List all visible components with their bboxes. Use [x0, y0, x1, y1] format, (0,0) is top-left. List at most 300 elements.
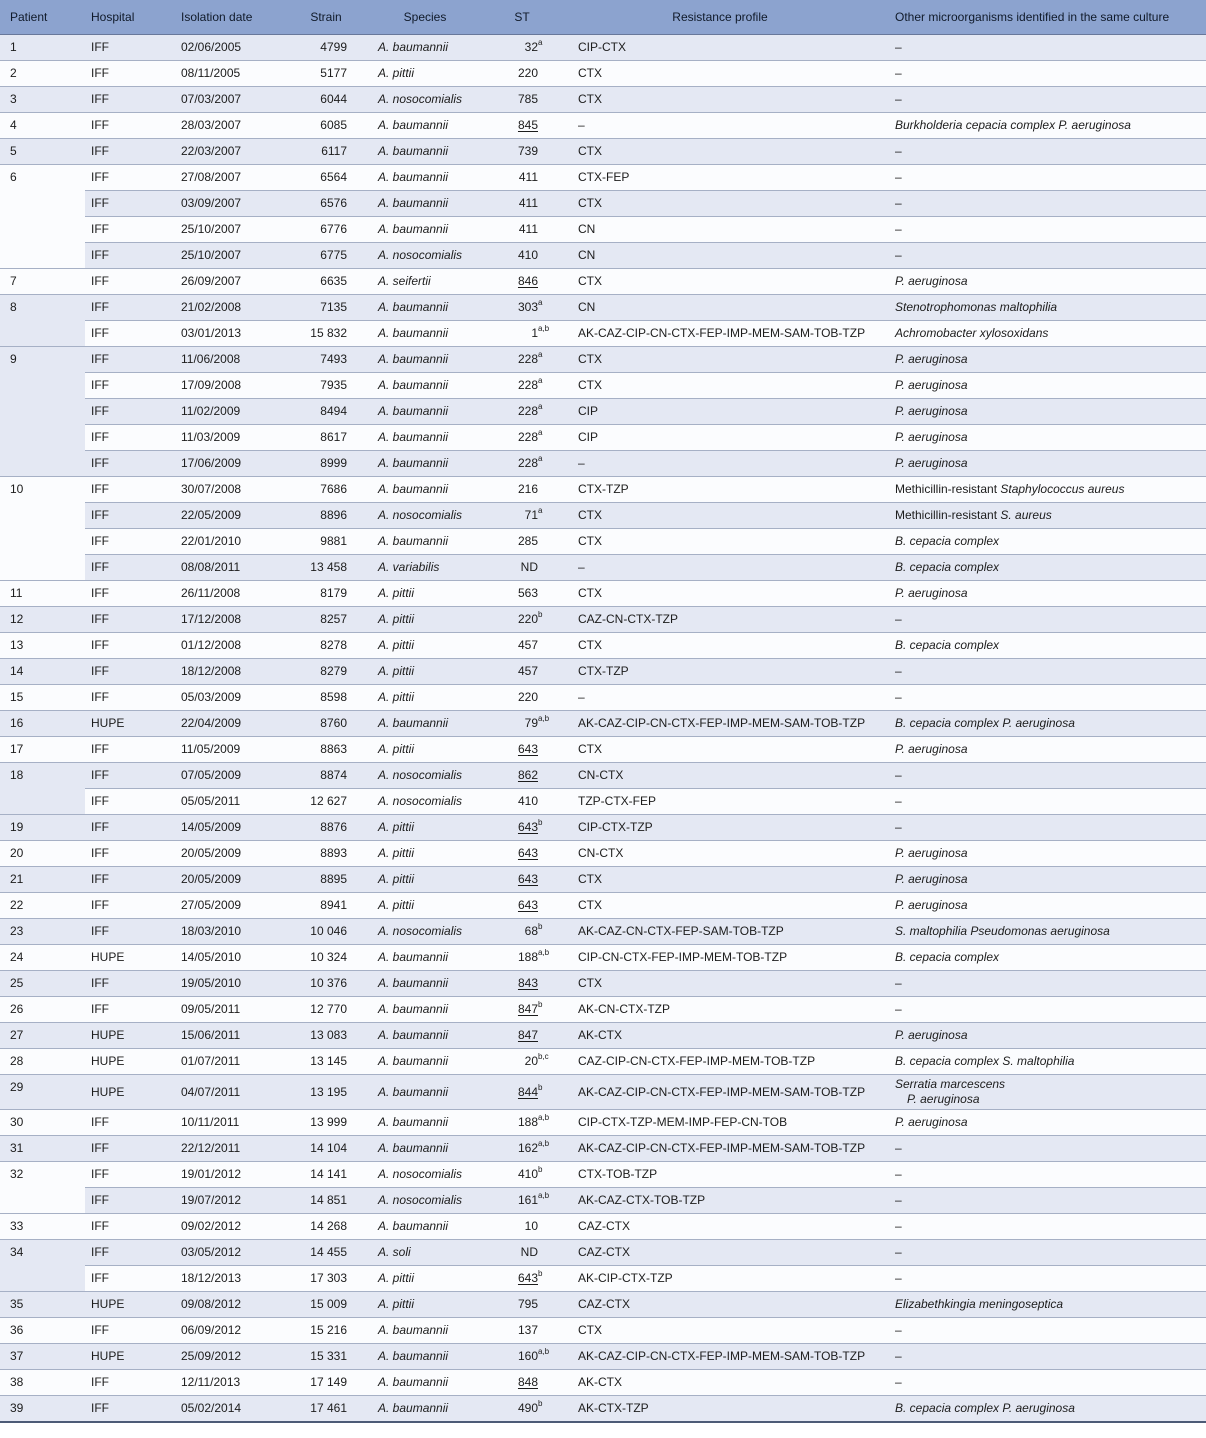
- patient-cell: 11: [0, 581, 85, 607]
- st-value: 162: [517, 1141, 538, 1155]
- resistance-profile-cell: CTX: [551, 269, 889, 295]
- st-cell: [493, 87, 551, 113]
- hospital-cell: IFF: [85, 919, 175, 945]
- species-cell: [357, 1266, 493, 1292]
- hospital-cell: IFF: [85, 1396, 175, 1422]
- isolation-date-cell: 11/06/2008: [175, 347, 295, 373]
- species-cell: [357, 451, 493, 477]
- st-value: 32: [524, 40, 538, 54]
- other-organism-name: Staphylococcus aureus: [1000, 482, 1125, 496]
- hospital-cell: IFF: [85, 373, 175, 399]
- species-name: A. seifertii: [378, 274, 431, 288]
- other-organism-name: B. cepacia complex P. aeruginosa: [895, 1400, 1075, 1415]
- strain-cell: 8896: [295, 503, 357, 529]
- species-cell: [357, 633, 493, 659]
- species-name: A. baumannii: [378, 352, 449, 366]
- table-row: [0, 113, 1206, 139]
- strain-cell: 13 145: [295, 1049, 357, 1075]
- patient-cell: 34: [0, 1240, 85, 1292]
- resistance-profile-cell: CTX-FEP: [551, 165, 889, 191]
- strain-cell: 6635: [295, 269, 357, 295]
- st-cell: [493, 893, 551, 919]
- species-name: A. baumannii: [378, 326, 449, 340]
- other-organism-name: P. aeruginosa: [895, 1115, 968, 1129]
- st-value: 643: [517, 820, 538, 834]
- st-cell: [493, 347, 551, 373]
- species-cell: [357, 217, 493, 243]
- st-superscript: a: [538, 402, 543, 411]
- patient-cell: 2: [0, 61, 85, 87]
- other-organism-name: P. aeruginosa: [895, 742, 968, 756]
- species-name: A. nosocomialis: [378, 508, 463, 522]
- st-cell: [493, 1110, 551, 1136]
- st-value: 457: [517, 638, 538, 652]
- strain-cell: 8893: [295, 841, 357, 867]
- hospital-cell: IFF: [85, 451, 175, 477]
- st-value: 137: [517, 1323, 538, 1337]
- hospital-cell: HUPE: [85, 1292, 175, 1318]
- other-microorganisms-cell: [889, 321, 1206, 347]
- other-microorganisms-cell: [889, 711, 1206, 737]
- patient-cell: 22: [0, 893, 85, 919]
- isolation-date-cell: 08/08/2011: [175, 555, 295, 581]
- st-value: 410: [517, 248, 538, 262]
- resistance-profile-cell: AK-CTX: [551, 1370, 889, 1396]
- patient-cell: 31: [0, 1136, 85, 1162]
- hospital-cell: IFF: [85, 295, 175, 321]
- st-value: ND: [520, 1245, 538, 1259]
- strain-cell: 6044: [295, 87, 357, 113]
- other-organism-name: P. aeruginosa: [895, 274, 968, 288]
- species-name: A. pittii: [378, 66, 415, 80]
- species-name: A. baumannii: [378, 300, 449, 314]
- hospital-cell: IFF: [85, 1136, 175, 1162]
- species-name: A. baumannii: [378, 1141, 449, 1155]
- species-cell: [357, 87, 493, 113]
- isolation-date-cell: 20/05/2009: [175, 867, 295, 893]
- species-cell: [357, 815, 493, 841]
- st-value: 643: [517, 898, 538, 912]
- other-microorganisms-cell: [889, 1110, 1206, 1136]
- species-cell: [357, 113, 493, 139]
- other-microorganisms-cell: –: [889, 1162, 1206, 1188]
- species-name: A. nosocomialis: [378, 1167, 463, 1181]
- other-microorganisms-cell: –: [889, 1240, 1206, 1266]
- species-cell: [357, 919, 493, 945]
- species-cell: [357, 1188, 493, 1214]
- st-value: 20: [524, 1054, 538, 1068]
- species-name: A. baumannii: [378, 976, 449, 990]
- st-value: 71: [524, 508, 538, 522]
- species-cell: [357, 1292, 493, 1318]
- hospital-cell: IFF: [85, 1214, 175, 1240]
- species-name: A. pittii: [378, 664, 415, 678]
- patient-cell: 4: [0, 113, 85, 139]
- hospital-cell: HUPE: [85, 1049, 175, 1075]
- species-cell: [357, 1214, 493, 1240]
- species-cell: [357, 1318, 493, 1344]
- patient-cell: 15: [0, 685, 85, 711]
- species-name: A. pittii: [378, 898, 415, 912]
- other-organism-name: B. cepacia complex: [895, 560, 1000, 574]
- table-row: [0, 1318, 1206, 1344]
- strain-cell: 8179: [295, 581, 357, 607]
- patient-cell: 39: [0, 1396, 85, 1422]
- other-organism-name: B. cepacia complex S. maltophilia: [895, 1054, 1075, 1068]
- strain-cell: 6564: [295, 165, 357, 191]
- patient-cell: 26: [0, 997, 85, 1023]
- isolation-date-cell: 22/04/2009: [175, 711, 295, 737]
- other-microorganisms-cell: –: [889, 35, 1206, 61]
- other-organism-name: P. aeruginosa: [895, 872, 968, 886]
- resistance-profile-cell: CIP: [551, 399, 889, 425]
- st-superscript: b,c: [538, 1052, 549, 1061]
- species-name: A. baumannii: [378, 222, 449, 236]
- table-row: [0, 61, 1206, 87]
- st-value: 643: [517, 1271, 538, 1285]
- hospital-cell: IFF: [85, 113, 175, 139]
- species-cell: [357, 295, 493, 321]
- species-name: A. baumannii: [378, 1084, 449, 1099]
- strain-cell: 15 009: [295, 1292, 357, 1318]
- st-value: 411: [518, 170, 538, 184]
- species-cell: [357, 347, 493, 373]
- hospital-cell: IFF: [85, 1318, 175, 1344]
- strain-cell: 10 046: [295, 919, 357, 945]
- hospital-cell: IFF: [85, 503, 175, 529]
- other-microorganisms-cell: [889, 737, 1206, 763]
- other-microorganisms-cell: [889, 503, 1206, 529]
- other-microorganisms-cell: [889, 399, 1206, 425]
- strain-cell: 8876: [295, 815, 357, 841]
- resistance-profile-cell: AK-CAZ-CIP-CN-CTX-FEP-IMP-MEM-SAM-TOB-TZP: [551, 1136, 889, 1162]
- st-cell: [493, 425, 551, 451]
- other-microorganisms-cell: [889, 919, 1206, 945]
- st-superscript: a,b: [538, 1347, 550, 1356]
- isolation-date-cell: 25/09/2012: [175, 1344, 295, 1370]
- st-value: 188: [517, 1115, 538, 1129]
- strain-cell: 8278: [295, 633, 357, 659]
- resistance-profile-cell: CTX: [551, 87, 889, 113]
- st-superscript: a,b: [538, 1191, 550, 1200]
- patient-cell: 36: [0, 1318, 85, 1344]
- isolation-date-cell: 05/02/2014: [175, 1396, 295, 1422]
- table-row: [0, 815, 1206, 841]
- strain-cell: 14 851: [295, 1188, 357, 1214]
- other-microorganisms-cell: [889, 1292, 1206, 1318]
- table-row: [0, 1110, 1206, 1136]
- hospital-cell: IFF: [85, 555, 175, 581]
- table-row: [0, 581, 1206, 607]
- st-superscript: a: [538, 428, 543, 437]
- st-value: 410: [517, 1167, 538, 1181]
- other-prefix: Methicillin-resistant: [895, 482, 1001, 496]
- other-organism-name: Serratia marcescens: [895, 1077, 1006, 1091]
- table-row: [0, 997, 1206, 1023]
- resistance-profile-cell: CIP-CTX: [551, 35, 889, 61]
- hospital-cell: IFF: [85, 607, 175, 633]
- other-microorganisms-cell: –: [889, 607, 1206, 633]
- species-name: A. baumannii: [378, 378, 449, 392]
- st-cell: [493, 451, 551, 477]
- species-cell: [357, 321, 493, 347]
- isolation-date-cell: 03/09/2007: [175, 191, 295, 217]
- species-cell: [357, 503, 493, 529]
- st-superscript: a,b: [538, 714, 550, 723]
- species-cell: [357, 711, 493, 737]
- other-microorganisms-cell: –: [889, 243, 1206, 269]
- resistance-profile-cell: CTX: [551, 1318, 889, 1344]
- column-header-other: Other microorganisms identified in the same culture: [889, 0, 1206, 35]
- species-cell: [357, 425, 493, 451]
- st-superscript: a: [538, 350, 543, 359]
- resistance-profile-cell: AK-CIP-CTX-TZP: [551, 1266, 889, 1292]
- isolation-date-cell: 11/03/2009: [175, 425, 295, 451]
- hospital-cell: IFF: [85, 763, 175, 789]
- table-row: [0, 165, 1206, 191]
- species-cell: [357, 763, 493, 789]
- patient-cell: 28: [0, 1049, 85, 1075]
- other-microorganisms-cell: –: [889, 1318, 1206, 1344]
- resistance-profile-cell: AK-CAZ-CN-CTX-FEP-SAM-TOB-TZP: [551, 919, 889, 945]
- strain-cell: 8494: [295, 399, 357, 425]
- st-value: 410: [517, 794, 538, 808]
- st-value: 563: [517, 586, 538, 600]
- column-header-date: Isolation date: [175, 0, 295, 35]
- isolation-date-cell: 10/11/2011: [175, 1110, 295, 1136]
- st-superscript: a: [538, 298, 543, 307]
- st-value: 10: [524, 1219, 538, 1233]
- other-microorganisms-cell: –: [889, 1344, 1206, 1370]
- st-value: 220: [517, 690, 538, 704]
- hospital-cell: IFF: [85, 1240, 175, 1266]
- strain-cell: 7935: [295, 373, 357, 399]
- table-row: [0, 295, 1206, 321]
- hospital-cell: IFF: [85, 243, 175, 269]
- resistance-profile-cell: –: [551, 685, 889, 711]
- hospital-cell: IFF: [85, 1266, 175, 1292]
- species-name: A. baumannii: [378, 144, 449, 158]
- resistance-profile-cell: CTX: [551, 737, 889, 763]
- species-name: A. baumannii: [378, 1349, 449, 1363]
- species-name: A. baumannii: [378, 1375, 449, 1389]
- strain-cell: 7493: [295, 347, 357, 373]
- resistance-profile-cell: CTX-TZP: [551, 477, 889, 503]
- patient-cell: 6: [0, 165, 85, 269]
- resistance-profile-cell: CN: [551, 243, 889, 269]
- strain-cell: 5177: [295, 61, 357, 87]
- table-row: [0, 191, 1206, 217]
- isolation-date-cell: 07/03/2007: [175, 87, 295, 113]
- other-organism-name: P. aeruginosa: [895, 430, 968, 444]
- other-microorganisms-cell: [889, 867, 1206, 893]
- patient-cell: 35: [0, 1292, 85, 1318]
- hospital-cell: IFF: [85, 633, 175, 659]
- strain-cell: 8617: [295, 425, 357, 451]
- other-microorganisms-cell: [889, 945, 1206, 971]
- other-microorganisms-cell: [889, 347, 1206, 373]
- other-microorganisms-cell: [889, 373, 1206, 399]
- st-value: 411: [518, 196, 538, 210]
- species-name: A. soli: [378, 1245, 411, 1259]
- species-name: A. baumannii: [378, 1219, 449, 1233]
- isolation-date-cell: 19/07/2012: [175, 1188, 295, 1214]
- other-microorganisms-cell: –: [889, 659, 1206, 685]
- column-header-resistance: Resistance profile: [551, 0, 889, 35]
- st-superscript: b: [538, 818, 543, 827]
- strain-cell: 8895: [295, 867, 357, 893]
- patient-cell: 13: [0, 633, 85, 659]
- strain-cell: 10 324: [295, 945, 357, 971]
- other-microorganisms-cell: [889, 529, 1206, 555]
- other-organism-name: P. aeruginosa: [895, 846, 968, 860]
- other-microorganisms-cell: [889, 1075, 1206, 1110]
- patient-cell: 16: [0, 711, 85, 737]
- resistance-profile-cell: CTX: [551, 893, 889, 919]
- hospital-cell: IFF: [85, 581, 175, 607]
- isolation-date-cell: 21/02/2008: [175, 295, 295, 321]
- table-row: [0, 919, 1206, 945]
- patient-cell: 32: [0, 1162, 85, 1214]
- other-organism-name: B. cepacia complex P. aeruginosa: [895, 716, 1075, 730]
- table-row: [0, 1292, 1206, 1318]
- hospital-cell: IFF: [85, 165, 175, 191]
- st-value: 847: [517, 1028, 538, 1042]
- strain-cell: 6117: [295, 139, 357, 165]
- table-row: [0, 1214, 1206, 1240]
- patient-cell: 30: [0, 1110, 85, 1136]
- strain-cell: 8279: [295, 659, 357, 685]
- strain-cell: 17 303: [295, 1266, 357, 1292]
- column-header-hospital: Hospital: [85, 0, 175, 35]
- st-value: 846: [517, 274, 538, 288]
- patient-cell: 14: [0, 659, 85, 685]
- patient-cell: 3: [0, 87, 85, 113]
- isolation-date-cell: 28/03/2007: [175, 113, 295, 139]
- resistance-profile-cell: AK-CAZ-CIP-CN-CTX-FEP-IMP-MEM-SAM-TOB-TZP: [551, 1344, 889, 1370]
- resistance-profile-cell: AK-CN-CTX-TZP: [551, 997, 889, 1023]
- other-microorganisms-cell: [889, 555, 1206, 581]
- isolation-date-cell: 15/06/2011: [175, 1023, 295, 1049]
- isolation-date-cell: 22/05/2009: [175, 503, 295, 529]
- st-cell: [493, 1162, 551, 1188]
- other-microorganisms-cell: [889, 841, 1206, 867]
- resistance-profile-cell: AK-CTX-TZP: [551, 1396, 889, 1422]
- st-superscript: a: [538, 454, 543, 463]
- other-organism-name: B. cepacia complex: [895, 534, 1000, 548]
- species-cell: [357, 893, 493, 919]
- species-cell: [357, 945, 493, 971]
- table-row: [0, 35, 1206, 61]
- strain-cell: 7135: [295, 295, 357, 321]
- resistance-profile-cell: AK-CTX: [551, 1023, 889, 1049]
- other-organism-name: P. aeruginosa: [895, 404, 968, 418]
- isolation-date-cell: 25/10/2007: [175, 217, 295, 243]
- resistance-profile-cell: CTX: [551, 139, 889, 165]
- strain-cell: 8874: [295, 763, 357, 789]
- isolation-date-cell: 08/11/2005: [175, 61, 295, 87]
- species-name: A. baumannii: [378, 950, 449, 964]
- hospital-cell: IFF: [85, 1110, 175, 1136]
- resistance-profile-cell: CTX: [551, 503, 889, 529]
- resistance-profile-cell: CTX: [551, 191, 889, 217]
- st-value: 862: [517, 768, 538, 782]
- resistance-profile-cell: CTX: [551, 581, 889, 607]
- species-name: A. baumannii: [378, 1002, 449, 1016]
- strain-cell: 9881: [295, 529, 357, 555]
- isolation-date-cell: 07/05/2009: [175, 763, 295, 789]
- column-header-patient: Patient: [0, 0, 85, 35]
- st-value: 843: [517, 976, 538, 990]
- st-value: 161: [517, 1193, 538, 1207]
- st-superscript: a: [538, 376, 543, 385]
- strain-cell: 12 627: [295, 789, 357, 815]
- other-microorganisms-cell: –: [889, 191, 1206, 217]
- st-value: 303: [517, 300, 538, 314]
- table-row: [0, 1344, 1206, 1370]
- species-name: A. baumannii: [378, 1028, 449, 1042]
- table-row: [0, 529, 1206, 555]
- strain-cell: 12 770: [295, 997, 357, 1023]
- other-organism-name: Burkholderia cepacia complex P. aeruginosa: [895, 118, 1131, 132]
- other-organism-name: P. aeruginosa: [895, 456, 968, 470]
- strain-cell: 6576: [295, 191, 357, 217]
- species-cell: [357, 1396, 493, 1422]
- other-organism-name: S. aureus: [1000, 508, 1052, 522]
- st-value: 845: [517, 118, 538, 132]
- patient-cell: 20: [0, 841, 85, 867]
- species-name: A. pittii: [378, 1297, 415, 1311]
- hospital-cell: IFF: [85, 425, 175, 451]
- st-cell: [493, 1214, 551, 1240]
- st-superscript: b: [538, 1165, 543, 1174]
- table-row: [0, 1396, 1206, 1422]
- other-microorganisms-cell: [889, 893, 1206, 919]
- st-cell: [493, 581, 551, 607]
- st-value: 188: [517, 950, 538, 964]
- st-value: 785: [517, 92, 538, 106]
- patient-cell: 12: [0, 607, 85, 633]
- table-row: [0, 1266, 1206, 1292]
- other-organism-name: B. cepacia complex: [895, 638, 1000, 652]
- hospital-cell: IFF: [85, 477, 175, 503]
- species-name: A. baumannii: [378, 1400, 449, 1415]
- species-name: A. baumannii: [378, 1054, 449, 1068]
- other-organism-name-line2: P. aeruginosa: [907, 1092, 980, 1106]
- patient-cell: 33: [0, 1214, 85, 1240]
- table-row: [0, 1049, 1206, 1075]
- table-row: [0, 1023, 1206, 1049]
- isolation-date-cell: 02/06/2005: [175, 35, 295, 61]
- isolation-date-cell: 06/09/2012: [175, 1318, 295, 1344]
- other-microorganisms-cell: [889, 113, 1206, 139]
- species-name: A. baumannii: [378, 118, 449, 132]
- species-cell: [357, 1049, 493, 1075]
- hospital-cell: IFF: [85, 789, 175, 815]
- hospital-cell: HUPE: [85, 945, 175, 971]
- resistance-profile-cell: CTX: [551, 633, 889, 659]
- isolation-date-cell: 01/12/2008: [175, 633, 295, 659]
- other-organism-name: P. aeruginosa: [895, 586, 968, 600]
- hospital-cell: IFF: [85, 529, 175, 555]
- other-microorganisms-cell: –: [889, 1136, 1206, 1162]
- table-row: [0, 789, 1206, 815]
- isolation-date-cell: 03/05/2012: [175, 1240, 295, 1266]
- hospital-cell: IFF: [85, 841, 175, 867]
- other-microorganisms-cell: –: [889, 997, 1206, 1023]
- st-cell: [493, 529, 551, 555]
- species-cell: [357, 269, 493, 295]
